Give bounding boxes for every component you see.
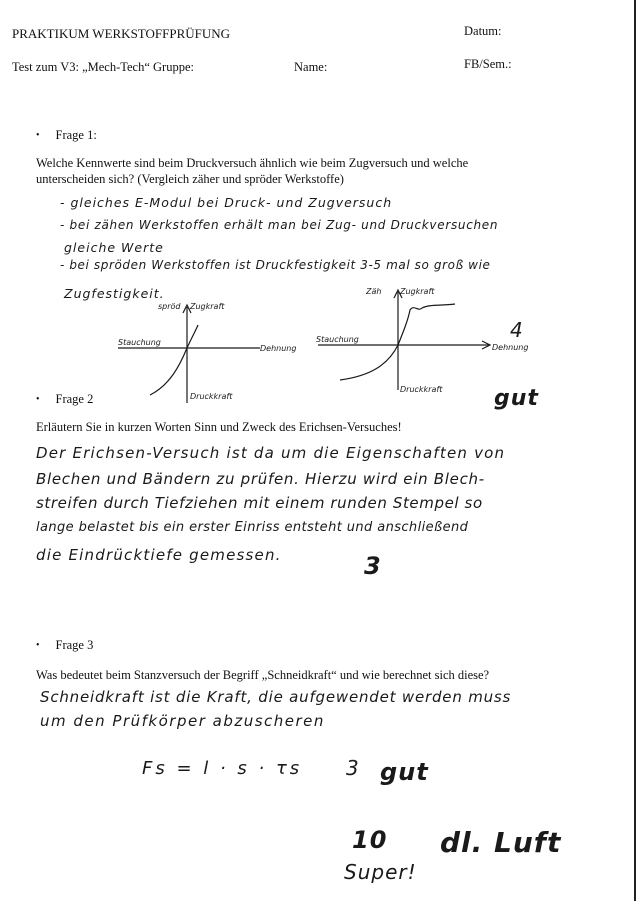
frage2-label: • Frage 2 [36,392,93,407]
frage1-answer-line: Zugfestigkeit. [64,286,165,301]
frage3-answer-line: um den Prüfkörper abzuscheren [40,712,325,730]
frage1-label: • Frage 1: [36,128,97,143]
sketch-ductile-label-bottom: Druckkraft [400,385,443,394]
frage1-answer-line: - bei zähen Werkstoffen erhält man bei Zug- und Druckversuchen [60,218,499,232]
test-line: Test zum V3: „Mech-Tech“ Gruppe: [12,60,194,74]
sketch-brittle-label-xleft: Stauchung [118,338,161,347]
date-label: Datum: [464,24,502,38]
total-score: 10 [352,826,388,854]
frage2-answer-line: lange belastet bis ein erster Einriss entsteht und anschließend [36,520,469,535]
sketch-ductile-label-xright: Dehnung [492,343,529,352]
sketch-brittle-curve [150,325,198,395]
frage1-question-line1: Welche Kennwerte sind beim Druckversuch ähnlich wie beim Zugversuch und welche [36,156,469,170]
signature: dl. Luft [440,826,562,859]
frage2-score: 3 [364,552,382,580]
frage3-score: 3 [346,756,360,780]
name-label: Name: [294,60,328,74]
teacher-comment: Super! [344,860,417,884]
frage2-question: Erläutern Sie in kurzen Worten Sinn und Zweck des Erichsen-Versuches! [36,420,402,434]
frage3-formula: Fs = l · s · τs [142,758,303,779]
sketch-ductile-label-top2: Zugkraft [400,287,435,296]
frage1-answer-line: - bei spröden Werkstoffen ist Druckfestigkeit 3-5 mal so groß wie [60,258,491,272]
sketch-brittle-label-xright: Dehnung [260,344,297,353]
frage2-grade: gut [494,386,539,411]
sketch-brittle-label-bottom: Druckkraft [190,392,233,401]
fb-label: FB/Sem.: [464,57,512,71]
frage3-question: Was bedeutet beim Stanzversuch der Begriff „Schneidkraft“ und wie berechnet sich diese? [36,668,490,682]
sketch-ductile-label-xleft: Stauchung [316,335,359,344]
sketch-brittle-label-top2: Zugkraft [190,302,225,311]
frage2-answer-line: Blechen und Bändern zu prüfen. Hierzu wird ein Blech- [36,470,485,488]
frage1-question-line2: unterscheiden sich? (Vergleich zäher und spröder Werkstoffe) [36,172,344,186]
frage1-answer-line: - gleiches E-Modul bei Druck- und Zugversuch [60,195,393,210]
sketch-brittle [110,295,310,410]
scan-edge [634,0,636,901]
frage3-label: • Frage 3 [36,638,93,653]
frage1-answer-line: gleiche Werte [64,240,164,255]
frage2-answer-line: Der Erichsen-Versuch ist da um die Eigenschaften von [36,444,506,462]
frage3-grade: gut [380,758,429,786]
sketch-brittle-label-top: spröd [158,302,181,311]
frage3-answer-line: Schneidkraft ist die Kraft, die aufgewendet werden muss [40,688,512,706]
sketch-ductile-label-top: Zäh [366,287,382,296]
frage1-score: 4 [510,318,524,342]
document-title: PRAKTIKUM WERKSTOFFPRÜFUNG [12,26,231,41]
frage2-answer-line: die Eindrücktiefe gemessen. [36,546,282,564]
frage2-answer-line: streifen durch Tiefziehen mit einem runden Stempel so [36,494,483,512]
